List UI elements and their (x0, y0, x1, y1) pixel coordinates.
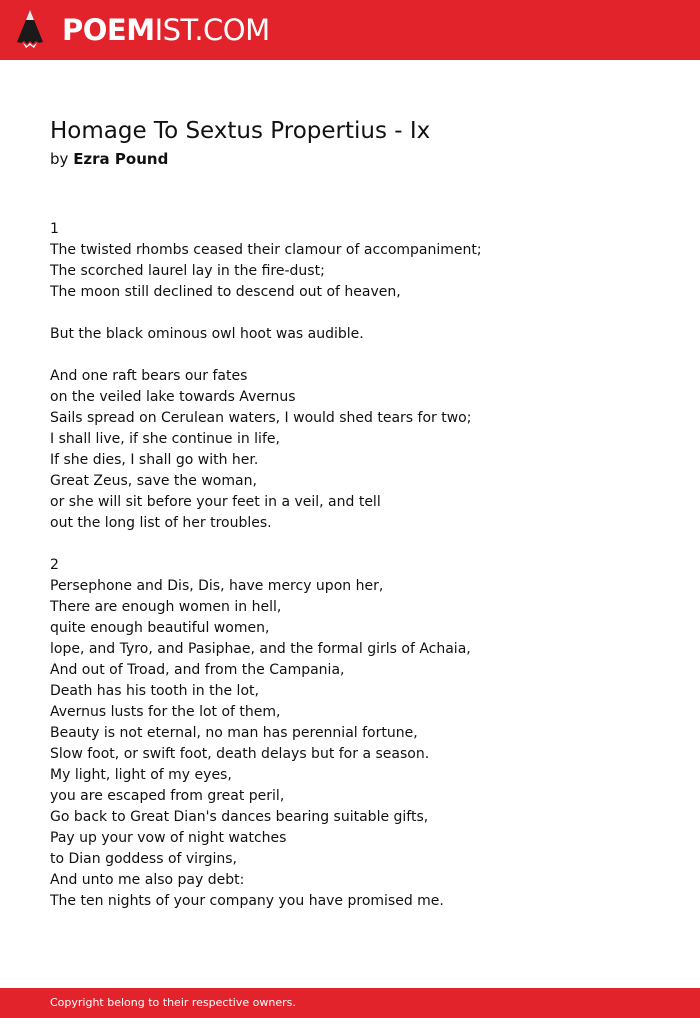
poem-line: My light, light of my eyes, (50, 767, 232, 783)
poem-line: Go back to Great Dian's dances bearing suitable gifts, (50, 809, 429, 825)
poem-line: Pay up your vow of night watches (50, 830, 287, 846)
poem-title: Homage To Sextus Propertius - Ix (50, 118, 431, 144)
byline-prefix: by (50, 150, 69, 168)
poem-line: And unto me also pay debt: (50, 872, 245, 888)
site-logo[interactable] (62, 12, 270, 48)
poem-line: you are escaped from great peril, (50, 788, 285, 804)
site-header (0, 0, 700, 60)
byline (50, 148, 168, 170)
stanza-break (50, 303, 482, 324)
copyright-notice: Copyright belong to their respective owners. (50, 996, 296, 1009)
poem-line: The moon still declined to descend out of heaven, (50, 284, 401, 300)
poem-line: And out of Troad, and from the Campania, (50, 662, 345, 678)
author-name: Ezra Pound (73, 150, 169, 168)
poem-line: or she will sit before your feet in a veil, and tell (50, 494, 381, 510)
poem-line: I shall live, if she continue in life, (50, 431, 280, 447)
poem-line: out the long list of her troubles. (50, 515, 272, 531)
poem-line: on the veiled lake towards Avernus (50, 389, 296, 405)
logo-text-light: IST.COM (154, 13, 270, 47)
poem-line: Slow foot, or swift foot, death delays but for a season. (50, 746, 430, 762)
poem-line: lope, and Tyro, and Pasiphae, and the formal girls of Achaia, (50, 641, 471, 657)
poem-line: quite enough beautiful women, (50, 620, 270, 636)
poem-line: There are enough women in hell, (50, 599, 282, 615)
poem-line: Sails spread on Cerulean waters, I would shed tears for two; (50, 410, 472, 426)
poem-line: 2 (50, 557, 59, 573)
poem-line: Beauty is not eternal, no man has perennial fortune, (50, 725, 418, 741)
poem-line: to Dian goddess of virgins, (50, 851, 237, 867)
poem-line: The twisted rhombs ceased their clamour of accompaniment; (50, 242, 482, 258)
poem-line: Avernus lusts for the lot of them, (50, 704, 281, 720)
poem-line: And one raft bears our fates (50, 368, 248, 384)
stanza-break (50, 345, 482, 366)
poem-body (50, 219, 482, 912)
poem-line: 1 (50, 221, 59, 237)
poem-line: But the black ominous owl hoot was audible. (50, 326, 364, 342)
poem-line: The scorched laurel lay in the fire-dust; (50, 263, 325, 279)
poem-line: Persephone and Dis, Dis, have mercy upon her, (50, 578, 384, 594)
logo-text-bold: POEM (62, 13, 155, 47)
site-footer (0, 988, 700, 1018)
poem-line: Death has his tooth in the lot, (50, 683, 259, 699)
poem-line: If she dies, I shall go with her. (50, 452, 259, 468)
poem-line: Great Zeus, save the woman, (50, 473, 257, 489)
poem-line: The ten nights of your company you have promised me. (50, 893, 444, 909)
pencil-logo-icon[interactable] (17, 10, 43, 52)
stanza-break (50, 534, 482, 555)
